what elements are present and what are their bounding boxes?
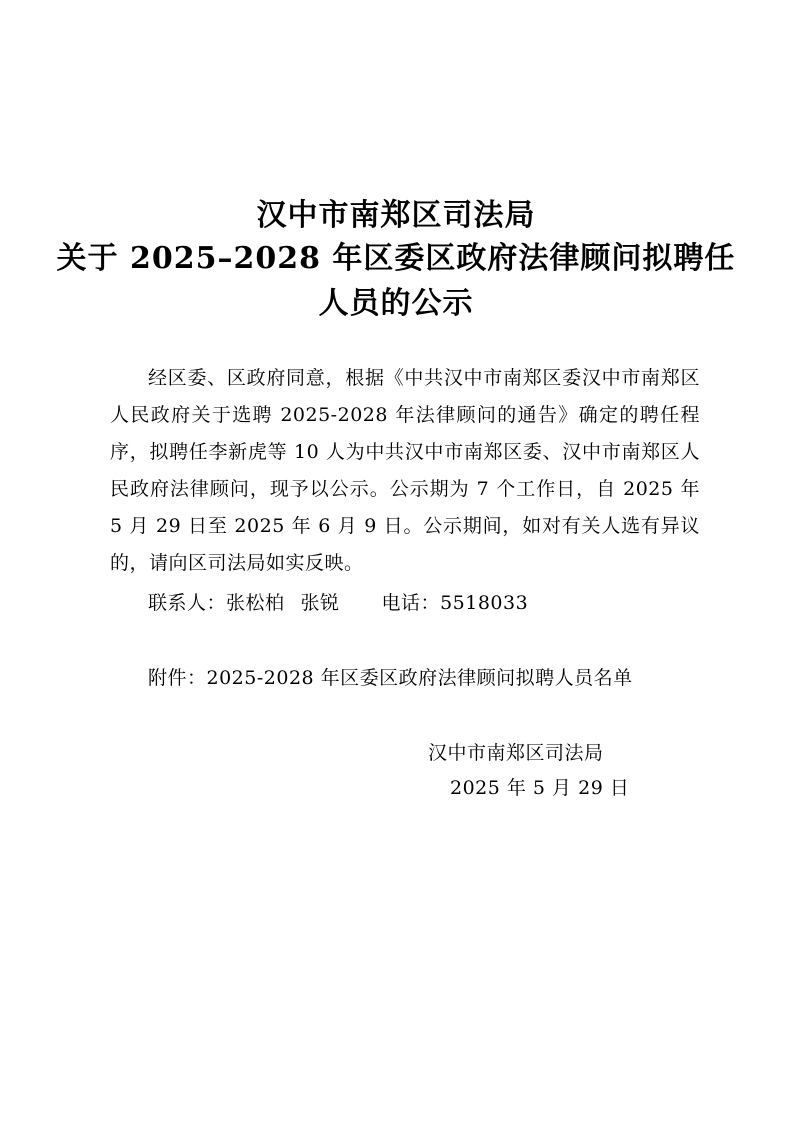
title-line-3: 人员的公示 xyxy=(318,286,474,321)
title-line-1: 汉中市南郑区司法局 xyxy=(256,198,536,233)
signature-org: 汉中市南郑区司法局 xyxy=(428,742,604,764)
title-line-2: 关于 2025–2028 年区委区政府法律顾问拟聘任 xyxy=(56,241,736,276)
phone-number: 5518033 xyxy=(440,592,529,614)
signature-date: 2025 年 5 月 29 日 xyxy=(450,777,630,799)
contact-name-1: 张松柏 xyxy=(226,592,285,614)
attachment-line: 附件：2025-2028 年区委区政府法律顾问拟聘人员名单 xyxy=(148,667,633,689)
contact-name-2: 张锐 xyxy=(300,592,340,614)
contact-label: 联系人： xyxy=(148,592,227,614)
contact-line xyxy=(148,588,528,615)
body-paragraph: 经区委、区政府同意，根据《中共汉中市南郑区委汉中市南郑区人民政府关于选聘 2025-2028 年法律顾问的通告》确定的聘任程序，拟聘任李新虎等 10 人为中共汉中市南郑区委、汉中市南郑区人民政府法律顾问，现予以公示。公示期为 7 个工作日，自 2025 年 5 月 29 日至 2025 年 6 月 9 日。公示期间，如对有关人选有异议的，请向区司法局如实反映。 xyxy=(110,367,700,574)
phone-label: 电话： xyxy=(381,592,441,614)
